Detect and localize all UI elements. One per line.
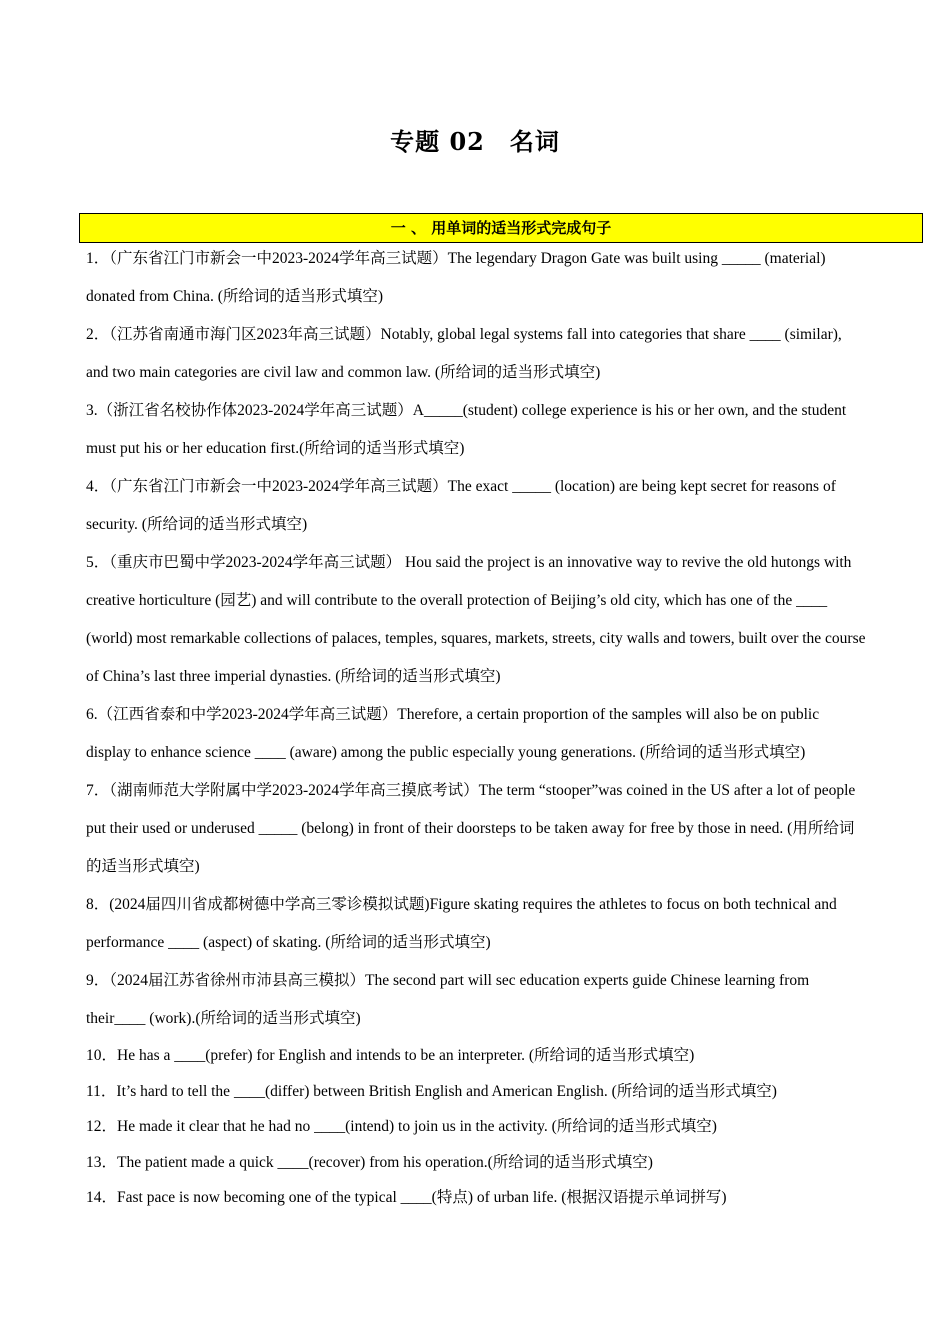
question-9: 9．（2024届江苏省徐州市沛县高三模拟）The second part will sec education experts guide Chinese learning from their____ (work).(所给词的适当形式填空) (86, 972, 810, 1027)
question-5: 5．（重庆市巴蜀中学2023-2024学年高三试题） Hou said the project is an innovative way to revive the old hutongs with creative horticulture (园艺) and will contribute to the overall protection of Beijing’s old city, which has one of the ____ (world) most remarkable collections of palaces, temples, squares, markets, streets, city walls and towers, built over the course of China’s last three imperial dynasties. (所给词的适当形式填空) (86, 554, 866, 685)
question-12: 12．He made it clear that he had no ____(intend) to join us in the activity. (所给词的适当形式填空) (86, 1118, 717, 1135)
question-1: 1．（广东省江门市新会一中2023-2024学年高三试题）The legendary Dragon Gate was built using _____ (material) donated from China. (所给词的适当形式填空) (86, 250, 826, 305)
question-8: 8．(2024届四川省成都树德中学高三零诊模拟试题)Figure skating requires the athletes to focus on both technical and performance ____ (aspect) of skating. (所给词的适当形式填空) (86, 896, 837, 951)
question-list (86, 240, 866, 1216)
question-6: 6.（江西省泰和中学2023-2024学年高三试题）Therefore, a certain proportion of the samples will also be on public display to enhance science ____ (aware) among the public especially young generations. (所给词的适当形式填空) (86, 706, 820, 761)
section-heading: 一 、 用单词的适当形式完成句子 (79, 213, 923, 243)
question-4: 4．（广东省江门市新会一中2023-2024学年高三试题）The exact _____ (location) are being kept secret for reasons of security. (所给词的适当形式填空) (86, 478, 836, 533)
question-14: 14．Fast pace is now becoming one of the typical ____(特点) of urban life. (根据汉语提示单词拼写) (86, 1189, 727, 1206)
question-13: 13．The patient made a quick ____(recover) from his operation.(所给词的适当形式填空) (86, 1153, 653, 1171)
question-2: 2．（江苏省南通市海门区2023年高三试题）Notably, global legal systems fall into categories that share ____ (similar), and two main categories are civil law and common law. (所给词的适当形式填空) (86, 326, 842, 381)
question-3: 3.（浙江省名校协作体2023-2024学年高三试题）A_____(student) college experience is his or her own, and the student must put his or her education first.(所给词的适当形式填空) (86, 402, 847, 457)
page-title: 专题 02 名词 (390, 127, 560, 156)
question-10: 10．He has a ____(prefer) for English and intends to be an interpreter. (所给词的适当形式填空) (86, 1047, 695, 1064)
question-7: 7．（湖南师范大学附属中学2023-2024学年高三摸底考试）The term “stooper”was coined in the US after a lot of people put their used or underused _____ (belong) in front of their doorsteps to be taken away for free by those in need. (用所给词的适当形式填空) (86, 782, 856, 875)
question-11: 11．It’s hard to tell the ____(differ) between British English and American English. (所给词的适当形式填空) (86, 1082, 777, 1100)
